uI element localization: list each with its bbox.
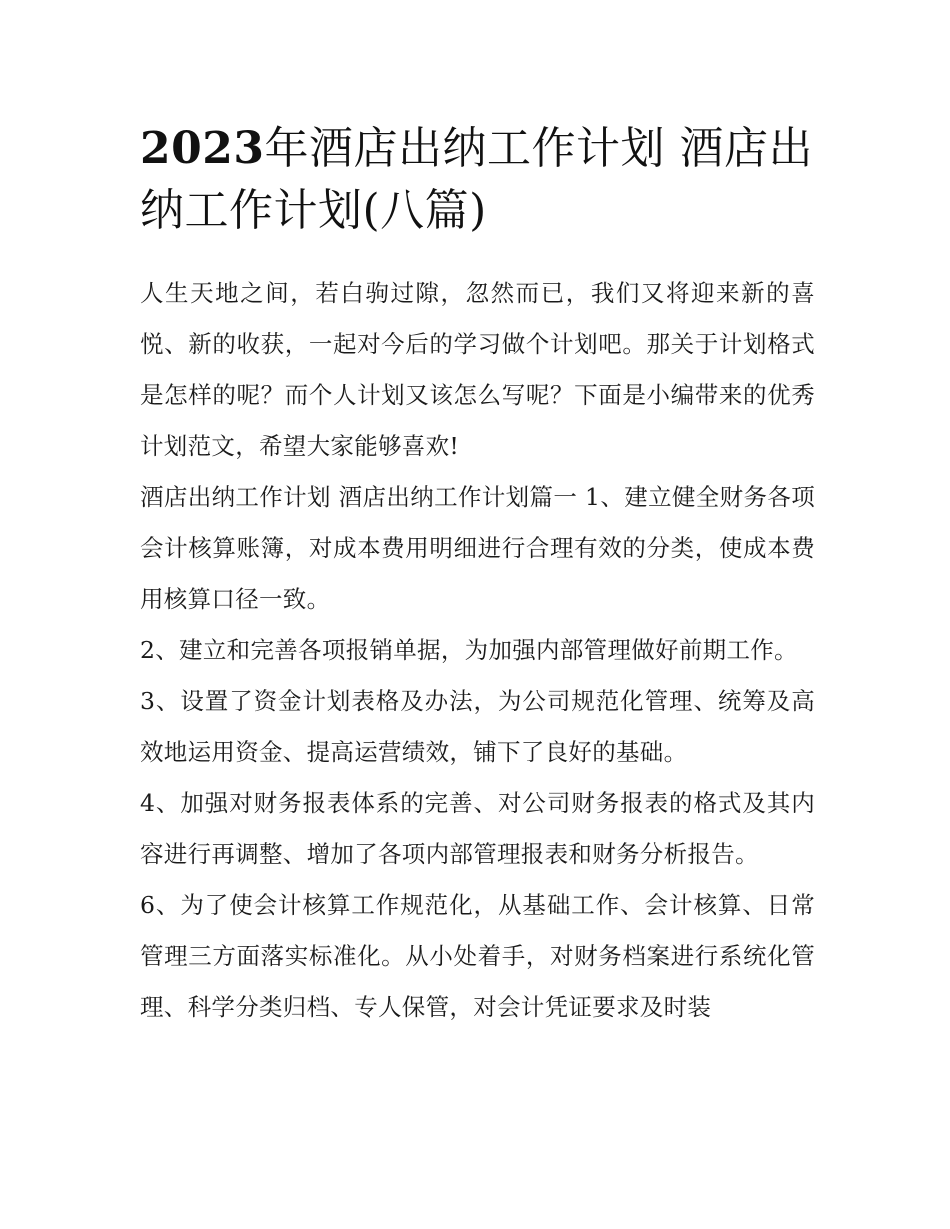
title-year: 2023 xyxy=(140,123,265,174)
body-paragraph-1: 酒店出纳工作计划 酒店出纳工作计划篇一 1、建立健全财务各项会计核算账簿，对成本费用明细进行合理有效的分类，使成本费用核算口径一致。 xyxy=(140,483,815,613)
document-body xyxy=(140,268,815,1033)
document-title xyxy=(140,118,815,242)
body-paragraph-2: 2、建立和完善各项报销单据，为加强内部管理做好前期工作。 xyxy=(140,636,798,664)
body-paragraph-6: 6、为了使会计核算工作规范化，从基础工作、会计核算、日常管理三方面落实标准化。从小处着手，对财务档案进行系统化管理、科学分类归档、专人保管，对会计凭证要求及时装 xyxy=(140,891,815,1021)
intro-paragraph: 人生天地之间，若白驹过隙，忽然而已，我们又将迎来新的喜悦、新的收获，一起对今后的学习做个计划吧。那关于计划格式是怎样的呢？而个人计划又该怎么写呢？下面是小编带来的优秀计划范文，希望大家能够喜欢! xyxy=(140,279,815,460)
body-paragraph-3: 3、设置了资金计划表格及办法，为公司规范化管理、统筹及高效地运用资金、提高运营绩效，铺下了良好的基础。 xyxy=(140,687,815,766)
body-paragraph-4: 4、加强对财务报表体系的完善、对公司财务报表的格式及其内容进行再调整、增加了各项内部管理报表和财务分析报告。 xyxy=(140,789,815,868)
document-content xyxy=(140,118,815,1033)
title-text: 年酒店出纳工作计划 酒店出纳工作计划(八篇) xyxy=(140,123,813,236)
